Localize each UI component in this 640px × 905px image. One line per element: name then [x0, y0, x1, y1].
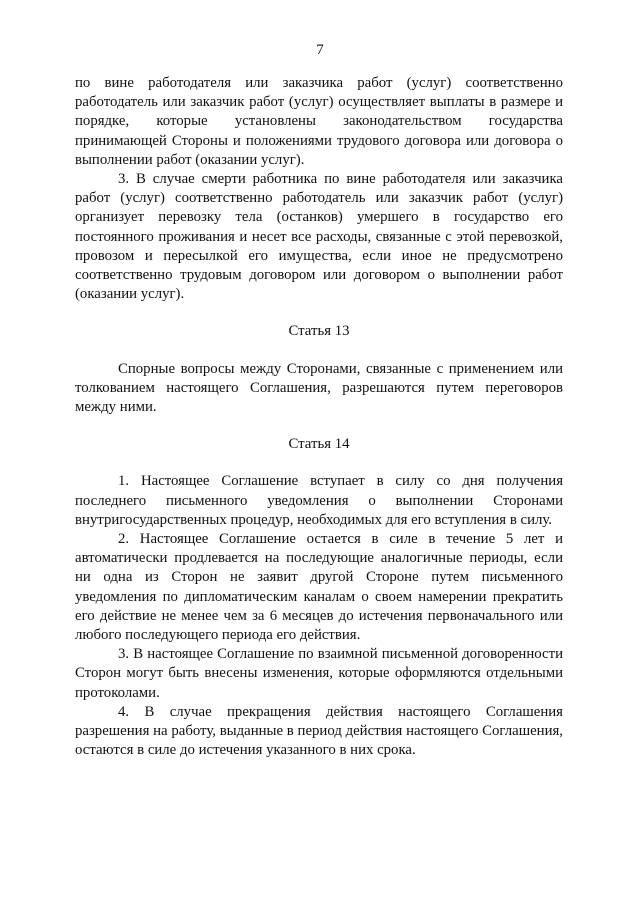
article-12-paragraph-3: 3. В случае смерти работника по вине работодателя или заказчика работ (услуг) соответственно работодатель или заказчик работ (услуг) организует перевозку тела (останков) умершего в государство его постоянного проживания и несет все расходы, связанные с этой перевозкой, провозом и пересылкой его имущества, если иное не предусмотрено соответственно трудовым договором или договором о выполнении работ (оказании услуг).: [75, 171, 563, 303]
article-13-heading: Статья 13: [288, 323, 350, 340]
page-number: 7: [316, 42, 324, 58]
article-14-paragraph-2: 2. Настоящее Соглашение остается в силе в течение 5 лет и автоматически продлевается на последующие аналогичные периоды, если ни одна из Сторон не заявит другой Стороне путем письменного уведомления по дипломатическим каналам о своем намерении прекратить его действие не менее чем за 6 месяцев до истечения первоначального или любого последующего периода его действия.: [75, 531, 563, 644]
article-13-paragraph-1: Спорные вопросы между Сторонами, связанные с применением или толкованием настоящего Соглашения, разрешаются путем переговоров между ними.: [75, 360, 563, 416]
document-body: [75, 74, 563, 761]
article-12-paragraph-2-continuation: по вине работодателя или заказчика работ (услуг) соответственно работодатель или заказчик работ (услуг) осуществляет выплаты в размере и порядке, которые установлены законодательством государства принимающей Стороны и положениями трудового договора или договора о выполнении работ (оказании услуг).: [75, 75, 563, 168]
article-14-paragraph-3: 3. В настоящее Соглашение по взаимной письменной договоренности Сторон могут быть внесены изменения, которые оформляются отдельными протоколами.: [75, 646, 563, 701]
article-14-paragraph-4: 4. В случае прекращения действия настоящего Соглашения разрешения на работу, выданные в период действия настоящего Соглашения, остаются в силе до истечения указанного в них срока.: [75, 703, 563, 759]
article-14-heading: Статья 14: [288, 436, 350, 453]
article-14-paragraph-1: 1. Настоящее Соглашение вступает в силу со дня получения последнего письменного уведомления о выполнении Сторонами внутригосударственных процедур, необходимых для его вступления в силу.: [75, 473, 563, 528]
